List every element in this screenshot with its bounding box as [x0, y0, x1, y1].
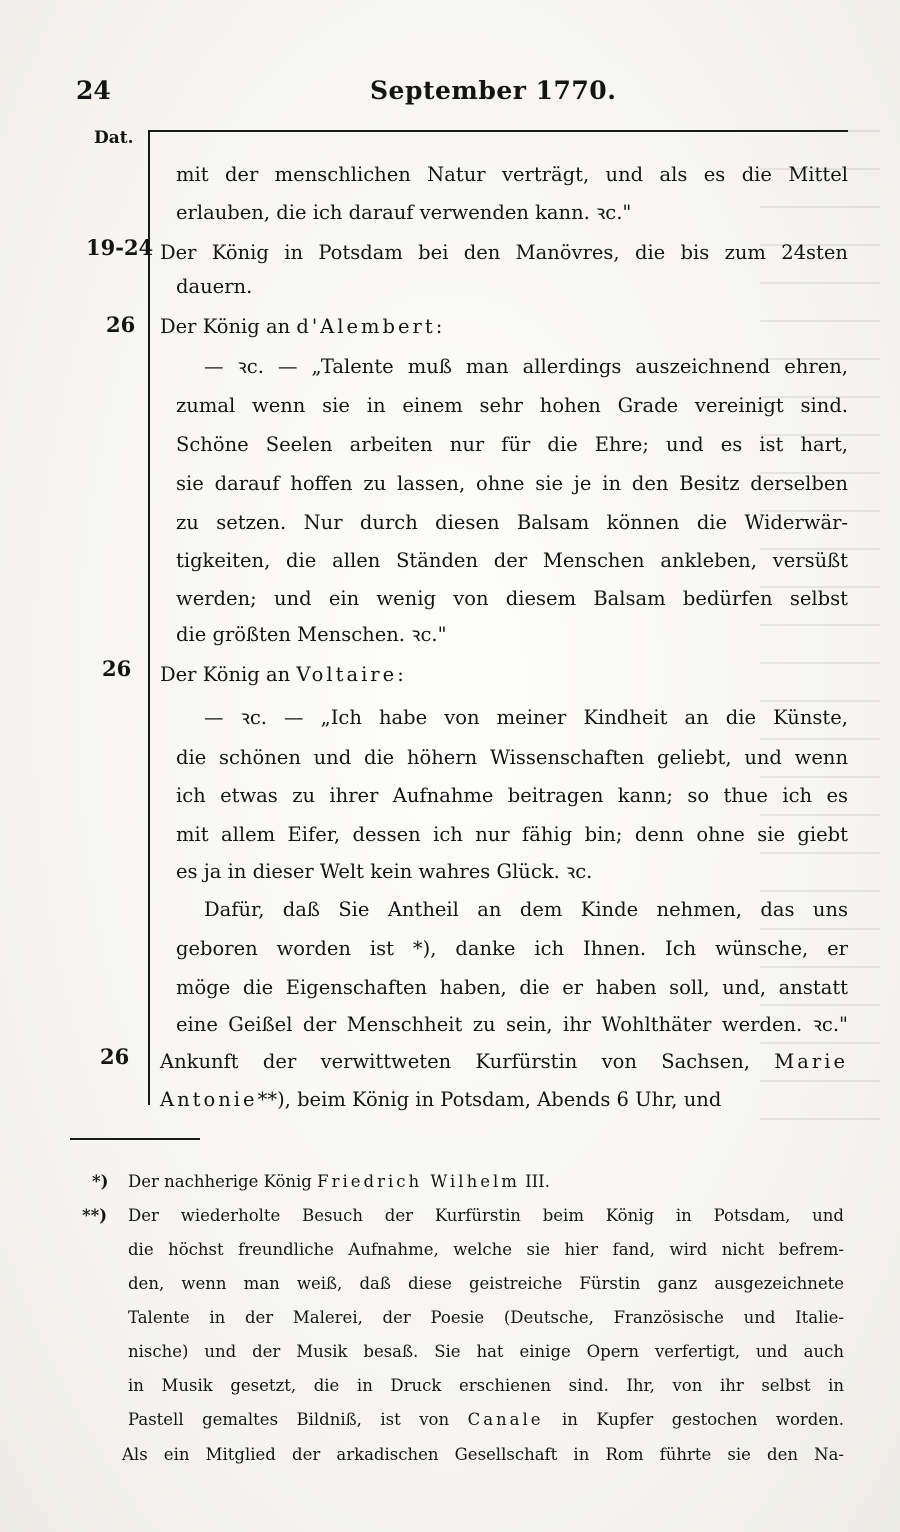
- running-title: September 1770.: [370, 76, 617, 105]
- text-line: ich etwas zu ihrer Aufnahme beitragen kann; so thue ich es: [176, 784, 848, 807]
- footnote-line: den, wenn man weiß, daß diese geistreiche Fürstin ganz ausgezeichnete: [128, 1274, 844, 1293]
- person-name: Canale: [467, 1410, 544, 1429]
- entry-heading: [160, 312, 442, 342]
- entry-heading: [160, 660, 404, 690]
- text-line: — ꝛc. — „Talente muß man allerdings auszeichnend ehren,: [204, 355, 848, 378]
- person-name: Friedrich Wilhelm: [317, 1172, 520, 1191]
- footnote-line: Als ein Mitglied der arkadischen Gesellschaft in Rom führte sie den Na-: [122, 1445, 844, 1464]
- text-line: die schönen und die höhern Wissenschaften geliebt, und wenn: [176, 746, 848, 769]
- text-line: Der König in Potsdam bei den Manövres, die bis zum 24sten: [160, 241, 848, 264]
- heading-suffix: :: [435, 315, 443, 338]
- header-rule: [148, 130, 848, 132]
- person-name: Antonie: [160, 1088, 258, 1111]
- text-line: geboren worden ist *), danke ich Ihnen. Ich wünsche, er: [176, 937, 848, 960]
- entry-date: 26: [100, 1044, 130, 1069]
- person-name: d'Alembert: [296, 315, 436, 338]
- text-line: [160, 1047, 848, 1077]
- footnote-line: nische) und der Musik besaß. Sie hat einige Opern verfertigt, und auch: [128, 1342, 844, 1361]
- heading-suffix: :: [397, 663, 404, 686]
- person-name: Voltaire: [296, 663, 398, 686]
- text-line: mit allem Eifer, dessen ich nur fähig bin; denn ohne sie giebt: [176, 823, 848, 846]
- text-line: tigkeiten, die allen Ständen der Menschen ankleben, versüßt: [176, 549, 848, 572]
- text-line: möge die Eigenschaften haben, die er haben soll, und, anstatt: [176, 976, 848, 999]
- entry-date: 19-24: [86, 235, 154, 260]
- date-column-label: Dat.: [94, 128, 134, 148]
- footnote-line: in Musik gesetzt, die in Druck erschienen sind. Ihr, von ihr selbst in: [128, 1376, 844, 1395]
- person-name: Marie: [774, 1050, 848, 1073]
- footnote-text: Pastell gemaltes Bildniß, ist von: [128, 1410, 468, 1429]
- footnote-line: III.: [519, 1172, 550, 1191]
- footnote-line: Talente in der Malerei, der Poesie (Deutsche, Französische und Italie-: [128, 1308, 844, 1327]
- date-column-rule: [148, 130, 150, 1105]
- footnote-line: Der nachherige König: [128, 1172, 318, 1191]
- line-text: **), beim König in Potsdam, Abends 6 Uhr, und: [257, 1088, 722, 1111]
- footnote-line: Der wiederholte Besuch der Kurfürstin beim König in Potsdam, und: [128, 1206, 844, 1225]
- footnote-mark: **): [82, 1206, 108, 1225]
- text-line: zu setzen. Nur durch diesen Balsam können die Widerwär-: [176, 511, 848, 534]
- entry-date: 26: [102, 656, 132, 681]
- page-number: 24: [76, 76, 111, 105]
- footnote-text: [128, 1168, 550, 1195]
- heading-text: Der König an: [160, 315, 297, 338]
- text-line: [160, 1085, 721, 1115]
- text-line: werden; und ein wenig von diesem Balsam bedürfen selbst: [176, 587, 848, 610]
- footnote-rule: [70, 1138, 200, 1140]
- text-line: mit der menschlichen Natur verträgt, und als es die Mittel: [176, 163, 848, 186]
- text-line: — ꝛc. — „Ich habe von meiner Kindheit an die Künste,: [204, 706, 848, 729]
- text-line: Schöne Seelen arbeiten nur für die Ehre; und es ist hart,: [176, 433, 848, 456]
- text-line: die größten Menschen. ꝛc.": [176, 623, 447, 646]
- heading-text: Der König an: [160, 663, 297, 686]
- text-line: sie darauf hoffen zu lassen, ohne sie je in den Besitz derselben: [176, 472, 848, 495]
- text-line: es ja in dieser Welt kein wahres Glück. ꝛc.: [176, 860, 593, 883]
- footnote-mark: *): [92, 1172, 109, 1191]
- text-line: dauern.: [176, 275, 253, 298]
- page-header: [76, 76, 856, 116]
- text-line: erlauben, die ich darauf verwenden kann. ꝛc.": [176, 201, 632, 224]
- footnote-text: in Kupfer gestochen worden.: [543, 1410, 844, 1429]
- text-line: zumal wenn sie in einem sehr hohen Grade vereinigt sind.: [176, 394, 848, 417]
- line-text: Ankunft der verwittweten Kurfürstin von Sachsen,: [160, 1050, 750, 1073]
- text-line: Dafür, daß Sie Antheil an dem Kinde nehmen, das uns: [204, 898, 848, 921]
- footnote-line: die höchst freundliche Aufnahme, welche sie hier fand, wird nicht befrem-: [128, 1240, 844, 1259]
- footnote-line: [128, 1406, 844, 1433]
- text-line: eine Geißel der Menschheit zu sein, ihr Wohlthäter werden. ꝛc.": [176, 1013, 848, 1036]
- entry-date: 26: [106, 312, 136, 337]
